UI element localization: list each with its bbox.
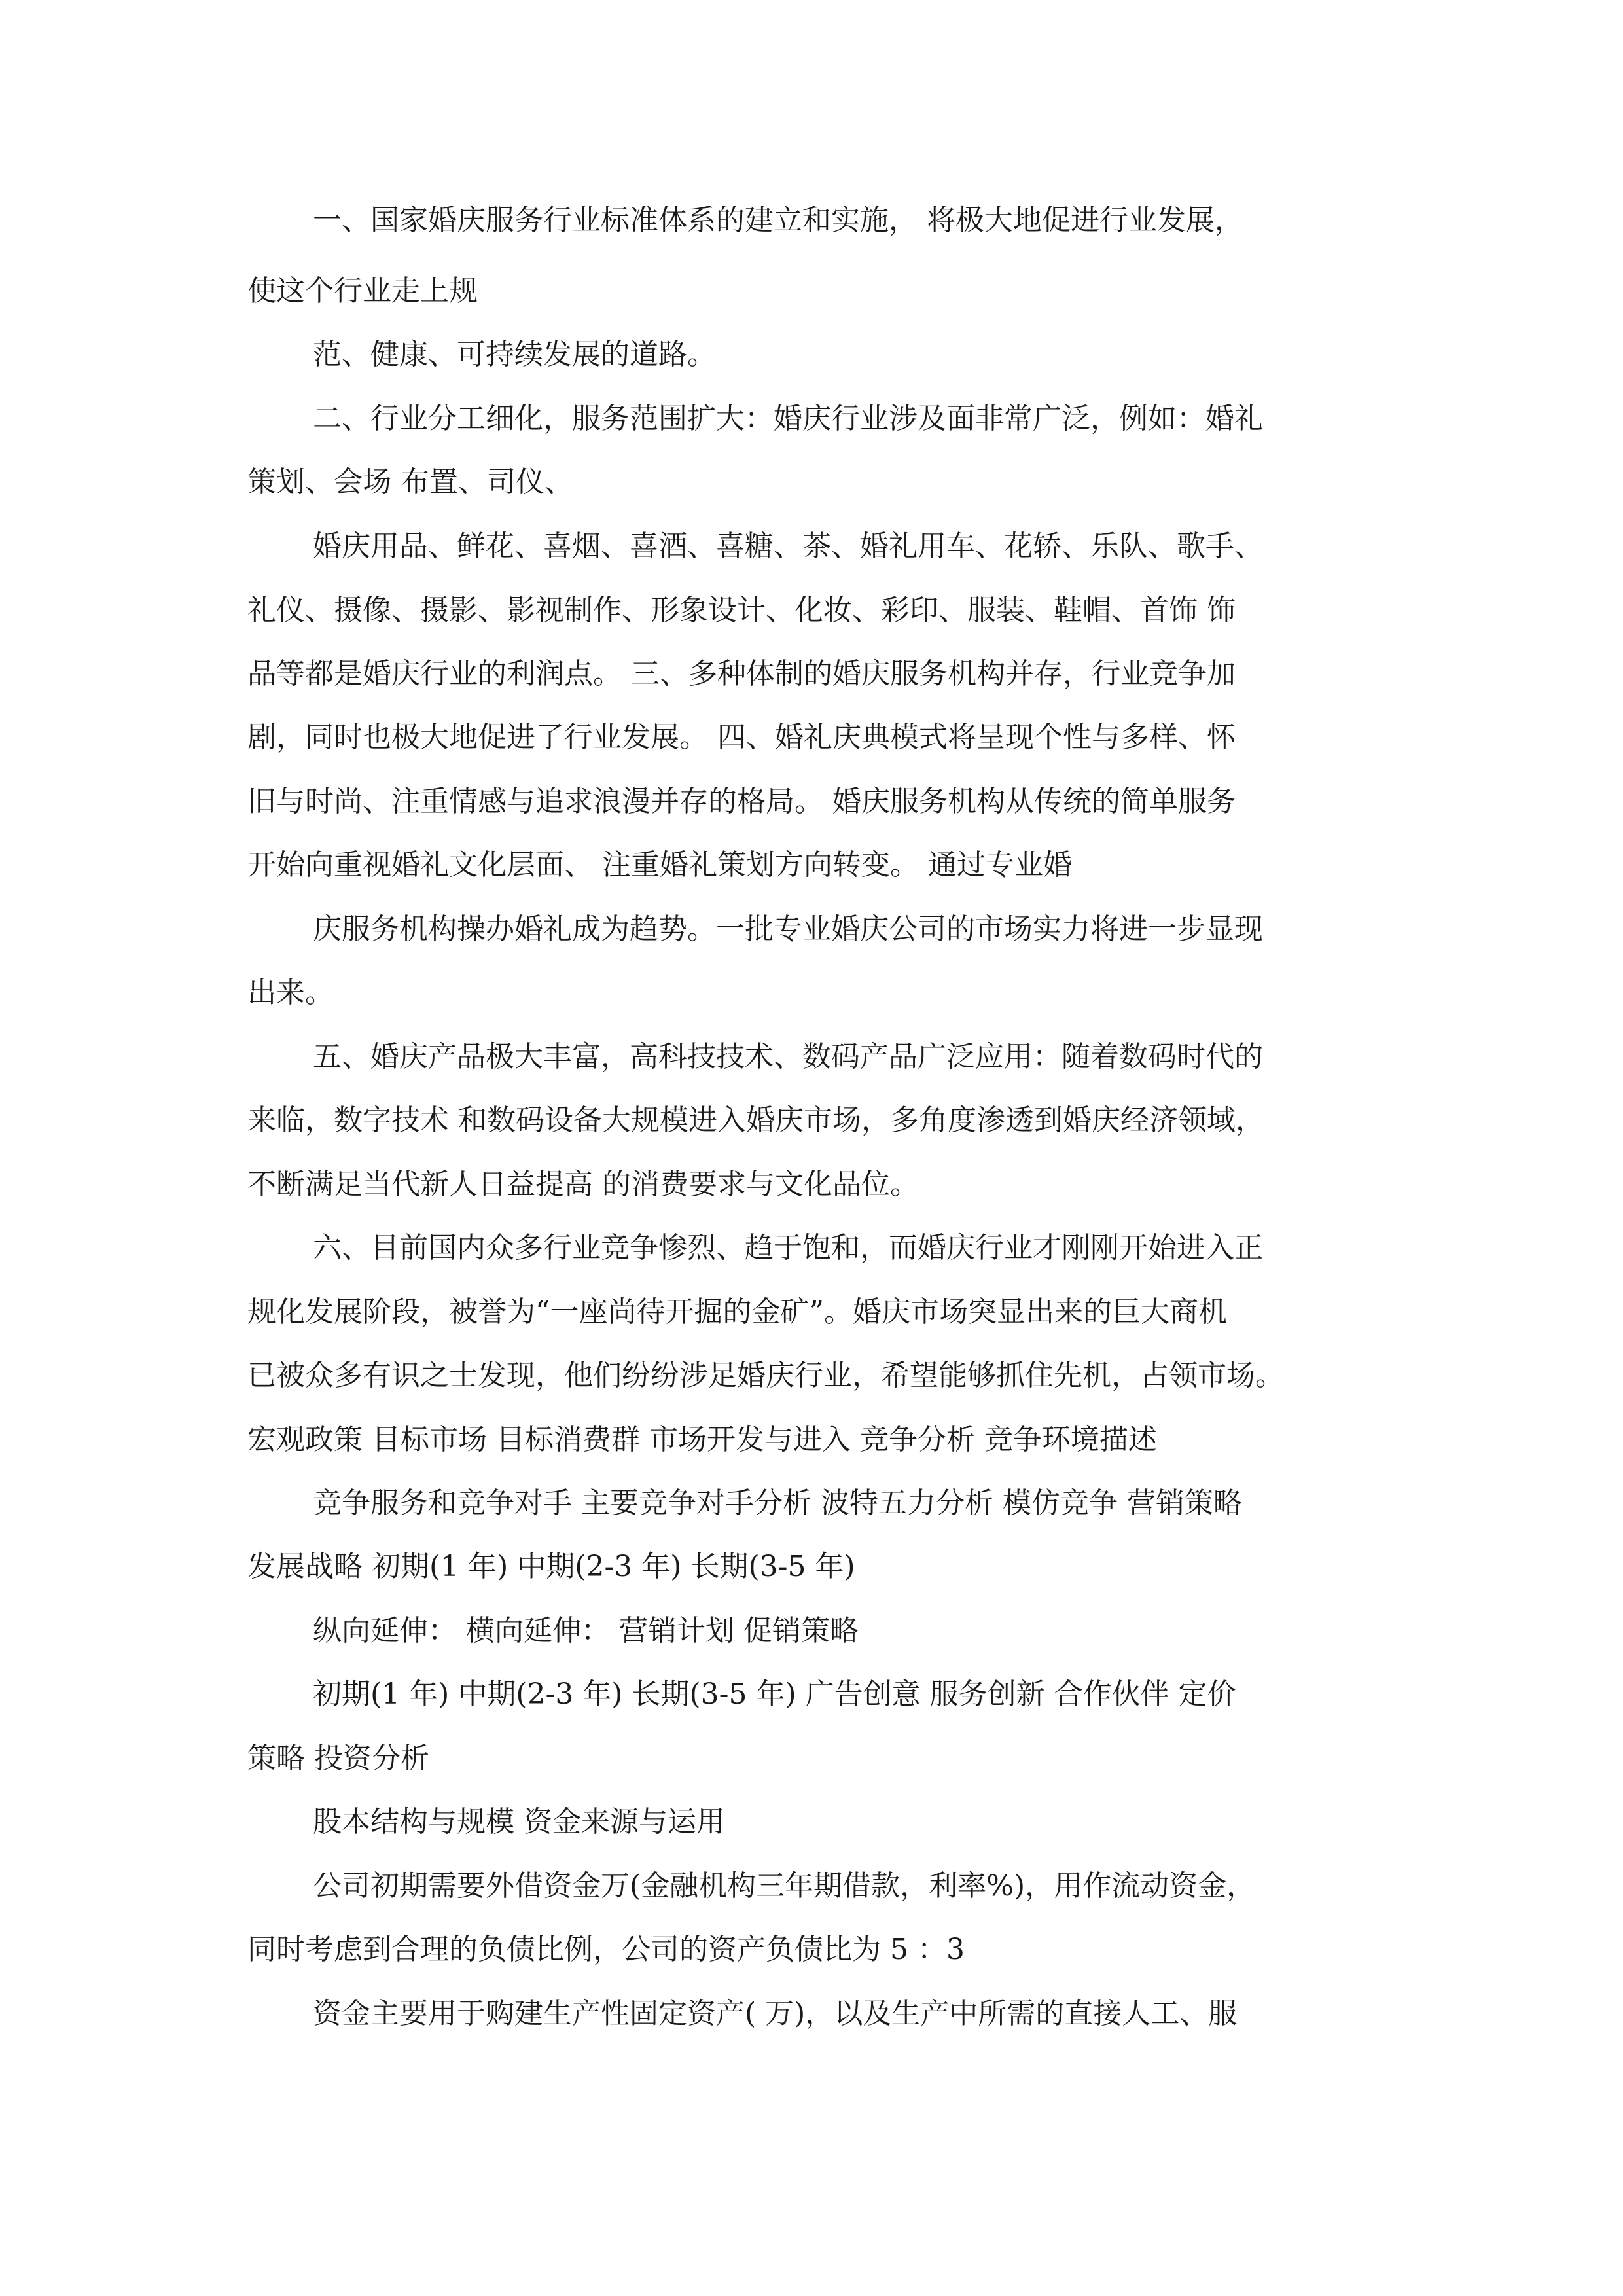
paragraph-line-24: 初期(1 年) 中期(2-3 年) 长期(3-5 年) 广告创意 服务创新 合作伙伴 定价 [313, 1677, 1236, 1711]
paragraph-line-13: 出来。 [247, 976, 334, 1009]
paragraph-line-2: 使这个行业走上规 [247, 274, 478, 308]
paragraph-line-8: 品等都是婚庆行业的利润点。 三、多种体制的婚庆服务机构并存，行业竞争加 [247, 657, 1236, 691]
paragraph-line-1: 一、国家婚庆服务行业标准体系的建立和实施， 将极大地促进行业发展， [313, 204, 1243, 237]
paragraph-line-5: 策划、会场 布置、司仪、 [247, 465, 573, 499]
paragraph-line-23: 纵向延伸： 横向延伸： 营销计划 促销策略 [313, 1614, 859, 1647]
paragraph-line-6: 婚庆用品、鲜花、喜烟、喜酒、喜糖、茶、婚礼用车、花轿、乐队、歌手、 [313, 529, 1263, 563]
paragraph-line-17: 六、目前国内众多行业竞争惨烈、趋于饱和，而婚庆行业才刚刚开始进入正 [313, 1231, 1263, 1265]
paragraph-line-20: 宏观政策 目标市场 目标消费群 市场开发与进入 竞争分析 竞争环境描述 [247, 1423, 1157, 1456]
paragraph-line-14: 五、婚庆产品极大丰富，高科技技术、数码产品广泛应用：随着数码时代的 [313, 1040, 1263, 1073]
paragraph-line-11: 开始向重视婚礼文化层面、 注重婚礼策划方向转变。 通过专业婚 [247, 848, 1072, 882]
paragraph-line-4: 二、行业分工细化，服务范围扩大：婚庆行业涉及面非常广泛，例如：婚礼 [313, 402, 1263, 435]
paragraph-line-10: 旧与时尚、注重情感与追求浪漫并存的格局。 婚庆服务机构从传统的简单服务 [247, 785, 1236, 818]
paragraph-line-16: 不断满足当代新人日益提高 的消费要求与文化品位。 [247, 1168, 919, 1201]
paragraph-line-29: 资金主要用于购建生产性固定资产( 万)，以及生产中所需的直接人工、服 [313, 1997, 1238, 2030]
paragraph-line-26: 股本结构与规模 资金来源与运用 [313, 1805, 725, 1839]
paragraph-line-9: 剧，同时也极大地促进了行业发展。 四、婚礼庆典模式将呈现个性与多样、怀 [247, 721, 1236, 754]
paragraph-line-28: 同时考虑到合理的负债比例，公司的资产负债比为 5 ：3 [247, 1933, 965, 1966]
paragraph-line-12: 庆服务机构操办婚礼成为趋势。一批专业婚庆公司的市场实力将进一步显现 [313, 912, 1263, 946]
paragraph-line-27: 公司初期需要外借资金万(金融机构三年期借款，利率%)，用作流动资金， [313, 1869, 1256, 1903]
paragraph-line-25: 策略 投资分析 [247, 1742, 429, 1775]
paragraph-line-21: 竞争服务和竞争对手 主要竞争对手分析 波特五力分析 模仿竞争 营销策略 [313, 1486, 1242, 1520]
paragraph-line-7: 礼仪、摄像、摄影、影视制作、形象设计、化妆、彩印、服装、鞋帽、首饰 饰 [247, 594, 1236, 627]
paragraph-line-15: 来临，数字技术 和数码设备大规模进入婚庆市场，多角度渗透到婚庆经济领域， [247, 1103, 1264, 1137]
paragraph-line-19: 已被众多有识之士发现，他们纷纷涉足婚庆行业，希望能够抓住先机，占领市场。 [247, 1359, 1284, 1392]
paragraph-line-18: 规化发展阶段，被誉为“一座尚待开掘的金矿”。婚庆市场突显出来的巨大商机 [247, 1295, 1227, 1329]
paragraph-line-3: 范、健康、可持续发展的道路。 [313, 338, 716, 371]
paragraph-line-22: 发展战略 初期(1 年) 中期(2-3 年) 长期(3-5 年) [247, 1550, 855, 1583]
